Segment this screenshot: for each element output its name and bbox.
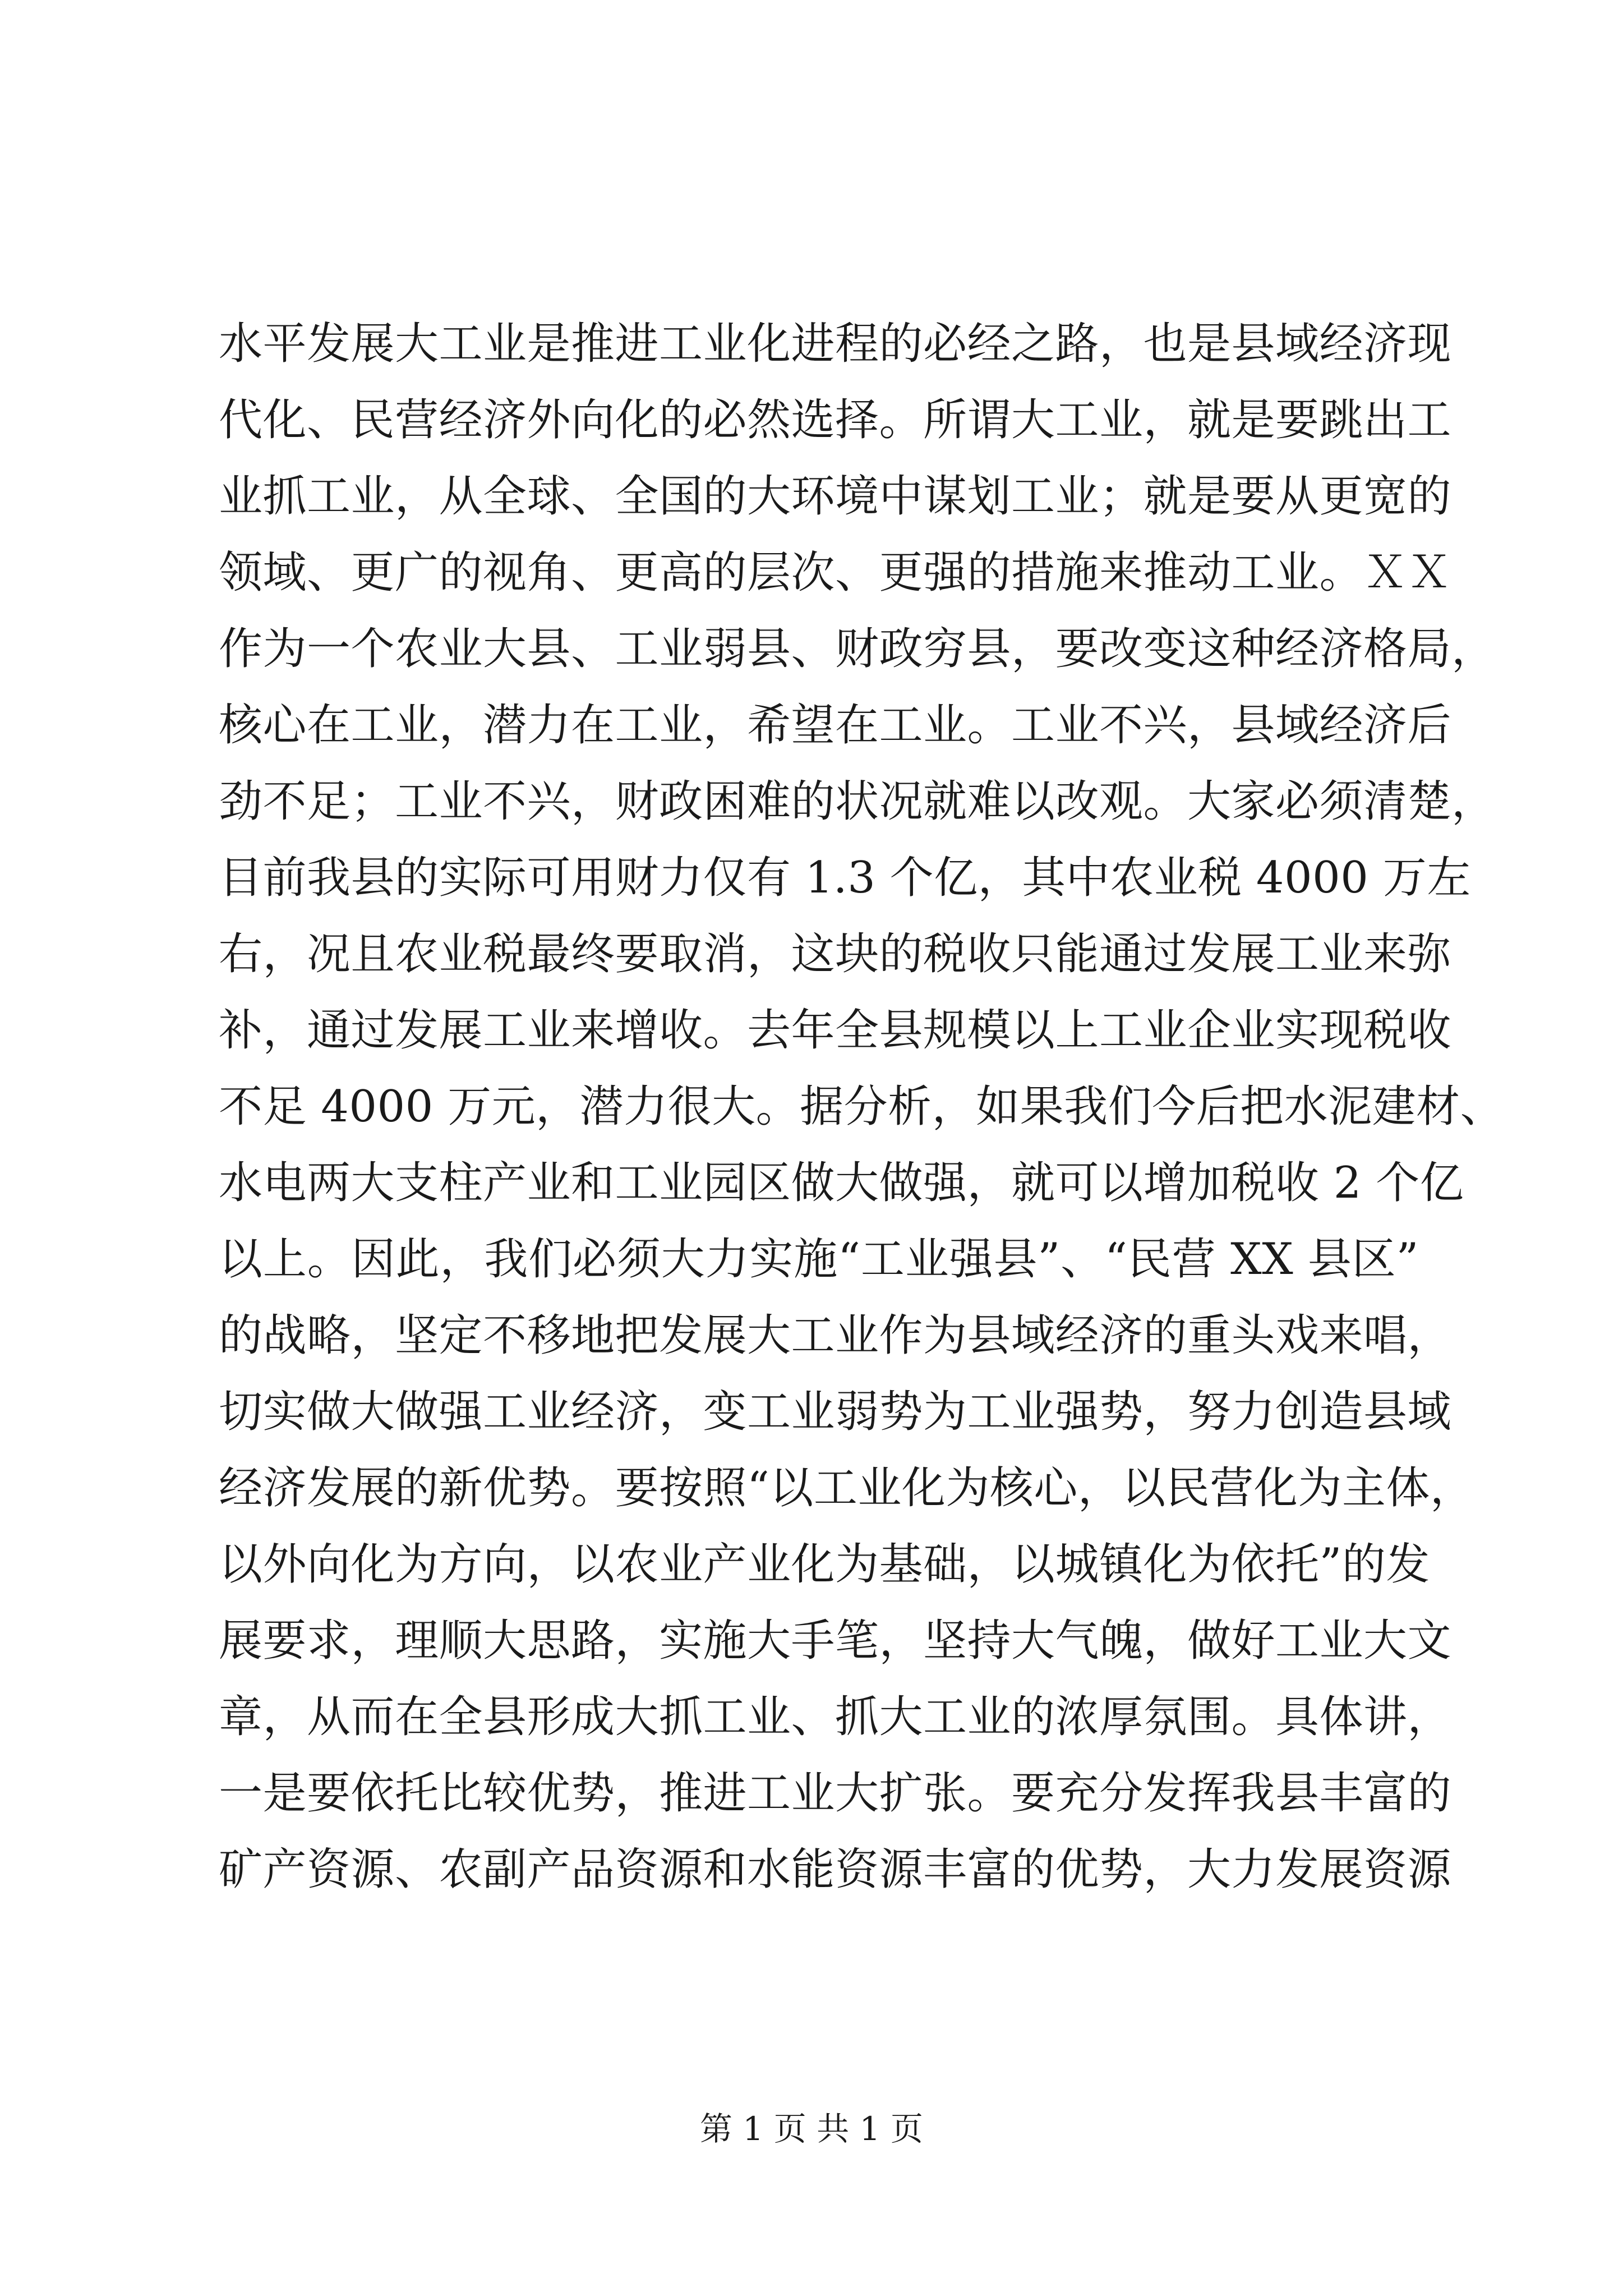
page-footer <box>0 2106 1623 2151</box>
text-line: 水电两大支柱产业和工业园区做大做强，就可以增加税收 2 个亿 <box>219 1158 1464 1208</box>
text-line: 代化、民营经济外向化的必然选择。所谓大工业，就是要跳出工 <box>219 395 1452 445</box>
text-line: 展要求，理顺大思路，实施大手笔，坚持大气魄，做好工业大文 <box>219 1616 1452 1666</box>
text-line: 的战略，坚定不移地把发展大工业作为县域经济的重头戏来唱， <box>219 1310 1452 1361</box>
text-line: 经济发展的新优势。要按照“以工业化为核心，以民营化为主体， <box>219 1463 1474 1513</box>
text-line: 劲不足；工业不兴，财政困难的状况就难以改观。大家必须清楚， <box>219 776 1496 827</box>
text-line: 以上。因此，我们必须大力实施“工业强县”、“民营 XX 县区” <box>219 1234 1419 1285</box>
body-text <box>219 306 1505 1908</box>
text-line: 水平发展大工业是推进工业化进程的必经之路，也是县域经济现 <box>219 319 1452 369</box>
text-line: 右，况且农业税最终要取消，这块的税收只能通过发展工业来弥 <box>219 929 1452 979</box>
page-number-label: 第 1 页 共 1 页 <box>700 2110 923 2148</box>
text-line: 核心在工业，潜力在工业，希望在工业。工业不兴，县域经济后 <box>219 700 1452 751</box>
text-line: 一是要依托比较优势，推进工业大扩张。要充分发挥我县丰富的 <box>219 1768 1452 1819</box>
text-line: 目前我县的实际可用财力仅有 1.3 个亿，其中农业税 4000 万左 <box>219 853 1471 903</box>
text-line: 领域、更广的视角、更高的层次、更强的措施来推动工业。ＸＸ <box>219 547 1452 598</box>
text-line: 业抓工业，从全球、全国的大环境中谋划工业；就是要从更宽的 <box>219 471 1452 522</box>
text-line: 矿产资源、农副产品资源和水能资源丰富的优势，大力发展资源 <box>219 1844 1452 1895</box>
text-line: 以外向化为方向，以农业产业化为基础，以城镇化为依托”的发 <box>219 1539 1430 1590</box>
text-line: 不足 4000 万元，潜力很大。据分析，如果我们今后把水泥建材、 <box>219 1082 1505 1132</box>
text-line: 章，从而在全县形成大抓工业、抓大工业的浓厚氛围。具体讲， <box>219 1692 1452 1742</box>
text-line: 切实做大做强工业经济，变工业弱势为工业强势，努力创造县域 <box>219 1387 1452 1437</box>
text-line: 补，通过发展工业来增收。去年全县规模以上工业企业实现税收 <box>219 1005 1452 1056</box>
text-line: 作为一个农业大县、工业弱县、财政穷县，要改变这种经济格局， <box>219 624 1496 674</box>
